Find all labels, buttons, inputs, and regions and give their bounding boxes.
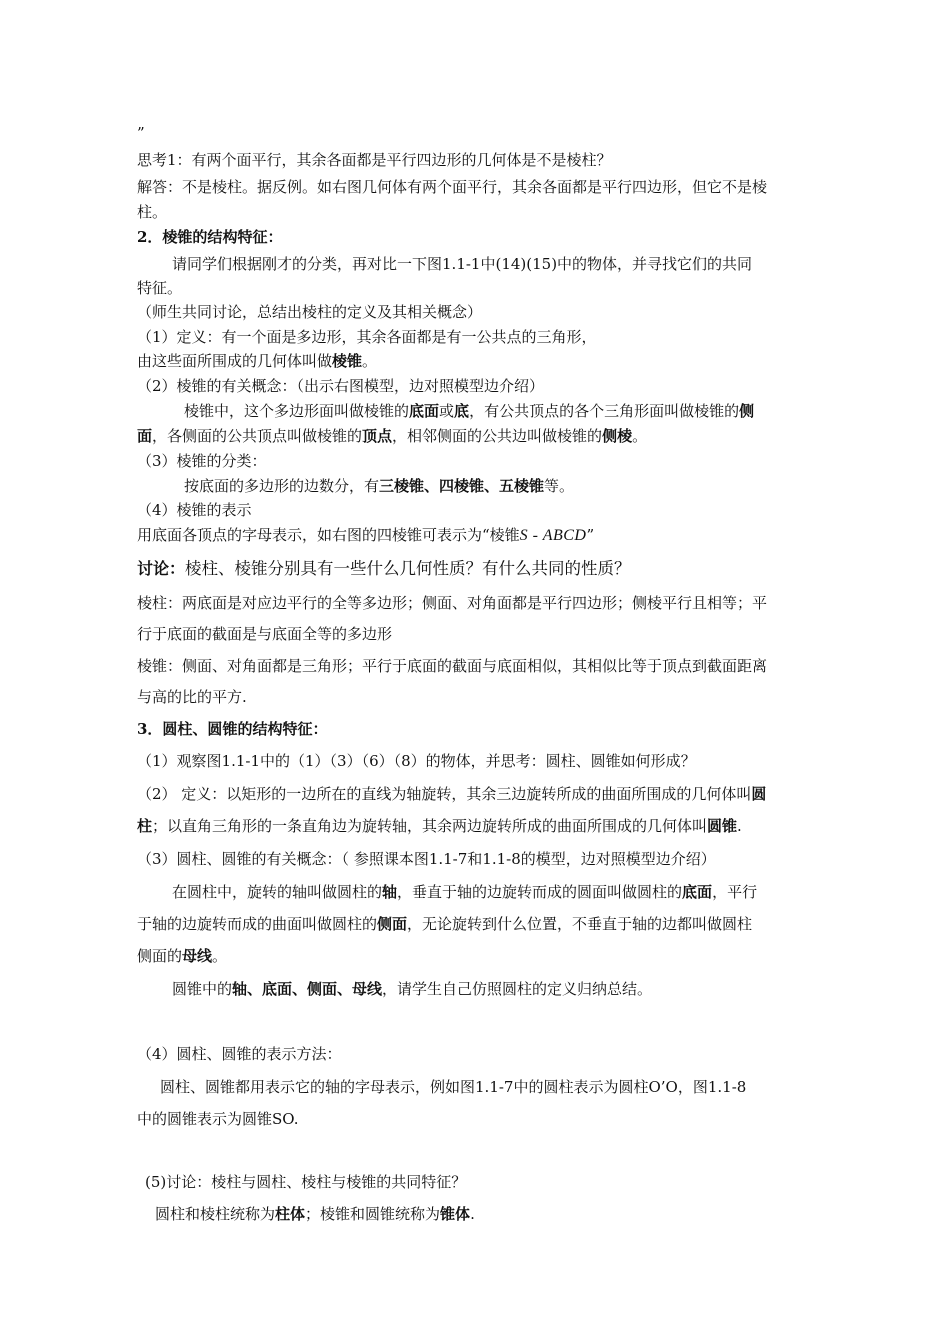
closing-quote xyxy=(137,122,817,144)
cylinder-concepts-line-2 xyxy=(137,913,817,935)
text: ；棱锥和圆锥统称为 xyxy=(305,1205,441,1223)
text: 棱柱、棱锥分别具有一些什么几何性质？有什么共同的性质？ xyxy=(185,559,631,578)
term-cylinder-part: 柱 xyxy=(137,817,153,835)
term-base: 底面 xyxy=(409,402,440,420)
text: 思考1：有两个面平行，其余各面都是平行四边形的几何体是不是棱柱？ xyxy=(137,151,612,169)
paragraph-compare-line-1 xyxy=(172,253,852,275)
term-cylinder-part: 圆 xyxy=(751,785,767,803)
notation-heading xyxy=(137,1043,817,1065)
text: ，请学生自己仿照圆柱的定义归纳总结。 xyxy=(382,980,653,998)
text: 等。 xyxy=(544,477,575,495)
pyramid-definition-line-2 xyxy=(137,350,817,372)
text: （4）棱锥的表示 xyxy=(137,501,252,519)
text: ，相邻侧面的公共边叫做棱锥的 xyxy=(392,427,603,445)
text: 在圆柱中，旋转的轴叫做圆柱的 xyxy=(172,883,383,901)
cylinder-concepts-line-1 xyxy=(172,881,852,903)
pyramid-classification-heading xyxy=(137,450,817,472)
text: （3）棱锥的分类： xyxy=(137,452,267,470)
pyramid-notation-line xyxy=(137,524,817,547)
text: 于轴的边旋转而成的曲面叫做圆柱的 xyxy=(137,915,378,933)
term-cone-parts: 轴、底面、侧面、母线 xyxy=(232,980,383,998)
text: （2）棱锥的有关概念：（出示右图模型，边对照模型边介绍） xyxy=(137,377,545,395)
cylinder-concepts-line-3 xyxy=(137,945,817,967)
cone-concepts-line xyxy=(172,978,852,1000)
term-generatrix: 母线 xyxy=(182,947,213,965)
text: 与高的比的平方. xyxy=(137,688,247,706)
pyramid-definition-line-1 xyxy=(137,326,817,348)
text: ，各侧面的公共顶点叫做棱锥的 xyxy=(152,427,363,445)
text: （师生共同讨论，总结出棱柱的定义及其相关概念） xyxy=(137,303,483,321)
term-bottom: 底 xyxy=(454,402,470,420)
discussion-label: 讨论： xyxy=(137,559,186,578)
text: 棱锥中，这个多边形面叫做棱锥的 xyxy=(184,402,410,420)
text: ，平行 xyxy=(712,883,758,901)
text: . xyxy=(470,1205,475,1223)
discussion-note xyxy=(137,301,817,323)
text: (5)讨论：棱柱与圆柱、棱柱与棱锥的共同特征？ xyxy=(145,1173,467,1191)
text: ，垂直于轴的边旋转而成的圆面叫做圆柱的 xyxy=(397,883,683,901)
cylinder-definition-line-1 xyxy=(137,783,817,805)
text: 按底面的多边形的边数分，有 xyxy=(184,477,380,495)
term-pyramid-types: 三棱锥、四棱锥、五棱锥 xyxy=(379,477,545,495)
paragraph-compare-line-2 xyxy=(137,277,817,299)
text: （2） 定义：以矩形的一边所在的直线为轴旋转，其余三边旋转所成的曲面所围成的几何体叫 xyxy=(137,785,752,803)
text: 棱锥：侧面、对角面都是三角形；平行于底面的截面与底面相似，其相似比等于顶点到截面距离 xyxy=(137,657,768,675)
term-side-part: 侧 xyxy=(739,402,755,420)
text: 圆柱、圆锥都用表示它的轴的字母表示，例如图1.1-7中的圆柱表示为圆柱O’O，图1.1-8 xyxy=(160,1078,747,1096)
term-cone-body: 锥体 xyxy=(440,1205,471,1223)
section-2-heading xyxy=(137,226,817,248)
cylinder-definition-line-2 xyxy=(137,815,817,837)
text: （3）圆柱、圆锥的有关概念：（ 参照课本图1.1-7和1.1-8的模型，边对照模型边介绍） xyxy=(137,850,716,868)
text: 用底面各顶点的字母表示，如右图的四棱锥可表示为“棱锥 xyxy=(137,526,520,544)
text: 由这些面所围成的几何体叫做 xyxy=(137,352,333,370)
term-face-part: 面 xyxy=(137,427,153,445)
text: 3．圆柱、圆锥的结构特征： xyxy=(137,720,328,738)
text: （1）观察图1.1-1中的（1）（3）（6）（8）的物体，并思考：圆柱、圆锥如何形成？ xyxy=(137,752,696,770)
text: 行于底面的截面是与底面全等的多边形 xyxy=(137,625,393,643)
term-axis: 轴 xyxy=(382,883,398,901)
text: 柱。 xyxy=(137,203,168,221)
text: （1）定义：有一个面是多边形，其余各面都是有一公共点的三角形， xyxy=(137,328,597,346)
discussion-question xyxy=(137,558,817,580)
pyramid-properties-line-2 xyxy=(137,686,817,708)
text: ；以直角三角形的一条直角边为旋转轴，其余两边旋转所成的曲面所围成的几何体叫 xyxy=(152,817,708,835)
text: 中的圆锥表示为圆锥SO. xyxy=(137,1110,299,1128)
term-lateral-surface: 侧面 xyxy=(377,915,408,933)
pyramid-notation-heading xyxy=(137,499,817,521)
notation-line-2 xyxy=(137,1108,817,1130)
prism-properties-line-1 xyxy=(137,592,817,614)
discussion-5 xyxy=(145,1171,825,1193)
text: ” xyxy=(137,124,145,142)
term-cone: 圆锥 xyxy=(707,817,738,835)
term-lateral-edge: 侧棱 xyxy=(602,427,633,445)
text: 特征。 xyxy=(137,279,183,297)
section-3-heading xyxy=(137,718,817,740)
pyramid-concepts-heading xyxy=(137,375,817,397)
text: ，有公共顶点的各个三角形面叫做棱锥的 xyxy=(469,402,740,420)
term-cylinder-body: 柱体 xyxy=(275,1205,306,1223)
text: 。 xyxy=(632,427,648,445)
answer-line-2 xyxy=(137,201,817,223)
text: 或 xyxy=(439,402,455,420)
term-base: 底面 xyxy=(682,883,713,901)
think-1-question xyxy=(137,149,817,171)
answer-line-1 xyxy=(137,176,817,198)
text: 圆锥中的 xyxy=(172,980,233,998)
text: （4）圆柱、圆锥的表示方法： xyxy=(137,1045,342,1063)
text: ” xyxy=(586,526,595,544)
pyramid-classification-line xyxy=(184,475,864,497)
pyramid-properties-line-1 xyxy=(137,655,817,677)
prism-properties-line-2 xyxy=(137,623,817,645)
pyramid-concepts-line-2 xyxy=(137,425,817,447)
term-pyramid: 棱锥 xyxy=(332,352,363,370)
text: ，无论旋转到什么位置，不垂直于轴的边都叫做圆柱 xyxy=(407,915,753,933)
text: 侧面的 xyxy=(137,947,183,965)
math-s-abcd: S - ABCD xyxy=(519,527,587,544)
cylinder-concepts-heading xyxy=(137,848,817,870)
text: 棱柱：两底面是对应边平行的全等多边形；侧面、对角面都是平行四边形；侧棱平行且相等；平 xyxy=(137,594,768,612)
summary-line xyxy=(155,1203,835,1225)
text: . xyxy=(737,817,742,835)
text: 2．棱锥的结构特征： xyxy=(137,228,283,246)
text: 解答：不是棱柱。据反例。如右图几何体有两个面平行，其余各面都是平行四边形，但它不是棱 xyxy=(137,178,768,196)
text: 请同学们根据刚才的分类，再对比一下图1.1-1中(14)(15)中的物体，并寻找它们的共同 xyxy=(172,255,753,273)
observe-question xyxy=(137,750,817,772)
notation-line-1 xyxy=(160,1076,840,1098)
text: 。 xyxy=(362,352,378,370)
term-apex: 顶点 xyxy=(362,427,393,445)
text: 。 xyxy=(212,947,228,965)
text: 圆柱和棱柱统称为 xyxy=(155,1205,276,1223)
pyramid-concepts-line-1 xyxy=(184,400,864,422)
